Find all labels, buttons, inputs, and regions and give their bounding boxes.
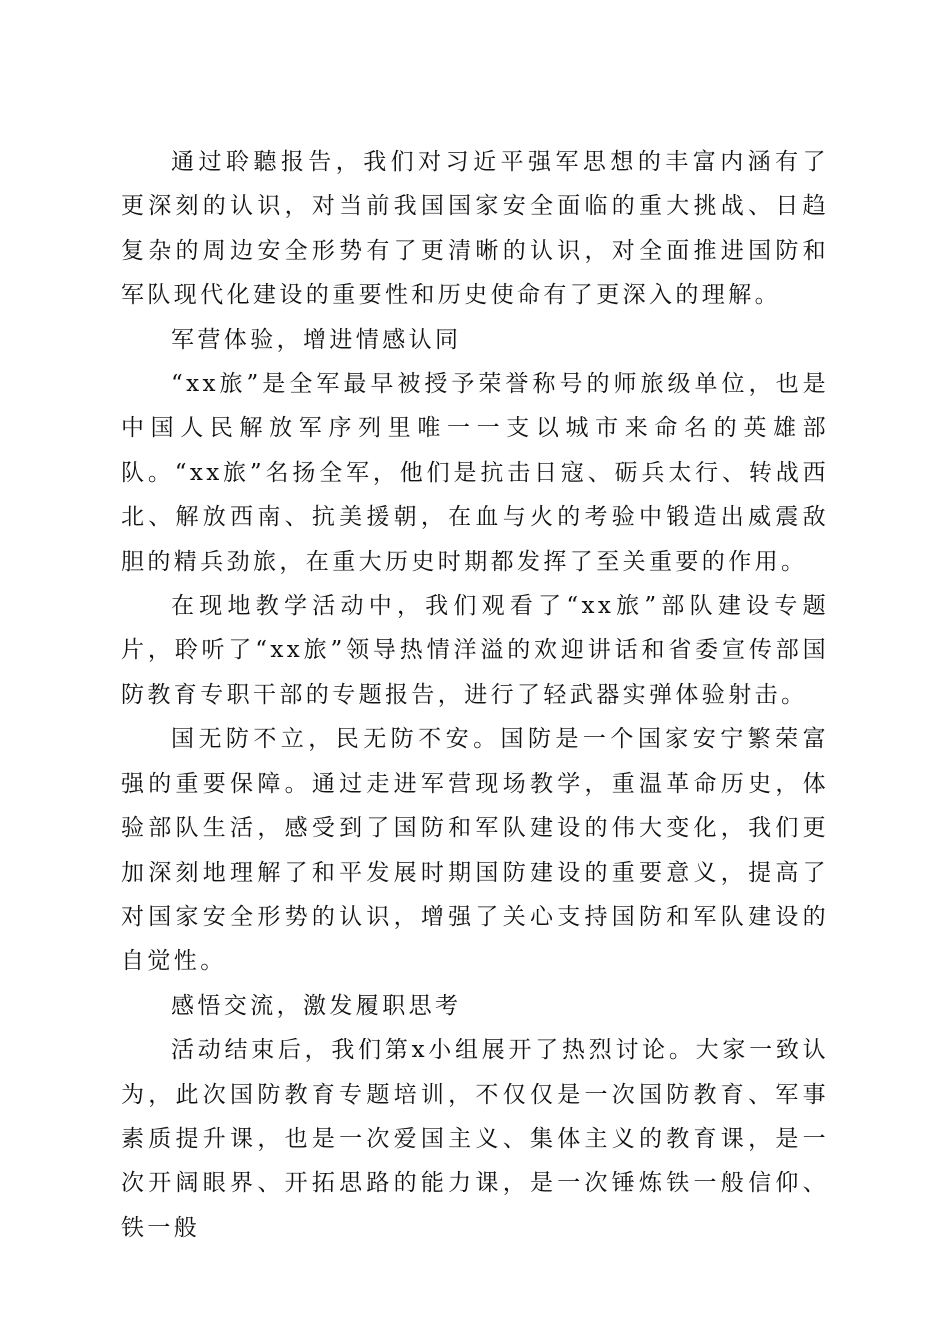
section-heading: 军营体验，增进情感认同 — [171, 326, 462, 353]
body-paragraph: 活动结束后，我们第x小组展开了热烈讨论。大家一致认为，此次国防教育专题培训，不仅仅是一次国防教育、军事素质提升课，也是一次爱国主义、集体主义的教育课，是一次开阔眼界、开拓思路的能力课，是一次锤炼铁一般信仰、铁一般 — [121, 1037, 829, 1241]
body-paragraph: 通过聆聽报告，我们对习近平强军思想的丰富内涵有了更深刻的认识，对当前我国国家安全面临的重大挑战、日趋复杂的周边安全形势有了更清晰的认识，对全面推进国防和军队现代化建设的重要性和历史使命有了更深入的理解。 — [121, 149, 829, 309]
section-heading: 感悟交流，激发履职思考 — [171, 992, 462, 1019]
body-paragraph: 在现地教学活动中，我们观看了“xx旅”部队建设专题片，聆听了“xx旅”领导热情洋溢的欢迎讲话和省委宣传部国防教育专职干部的专题报告，进行了轻武器实弹体验射击。 — [121, 593, 829, 708]
document-body — [121, 140, 829, 1250]
body-paragraph: “xx旅”是全军最早被授予荣誉称号的师旅级单位，也是中国人民解放军序列里唯一一支以城市来命名的英雄部队。“xx旅”名扬全军，他们是抗击日寇、砺兵太行、转战西北、解放西南、抗美援朝，在血与火的考验中锻造出威震敌胆的精兵劲旅，在重大历史时期都发挥了至关重要的作用。 — [121, 371, 829, 575]
body-paragraph: 国无防不立，民无防不安。国防是一个国家安宁繁荣富强的重要保障。通过走进军营现场教学，重温革命历史，体验部队生活，感受到了国防和军队建设的伟大变化，我们更加深刻地理解了和平发展时期国防建设的重要意义，提高了对国家安全形势的认识，增强了关心支持国防和军队建设的自觉性。 — [121, 726, 829, 975]
